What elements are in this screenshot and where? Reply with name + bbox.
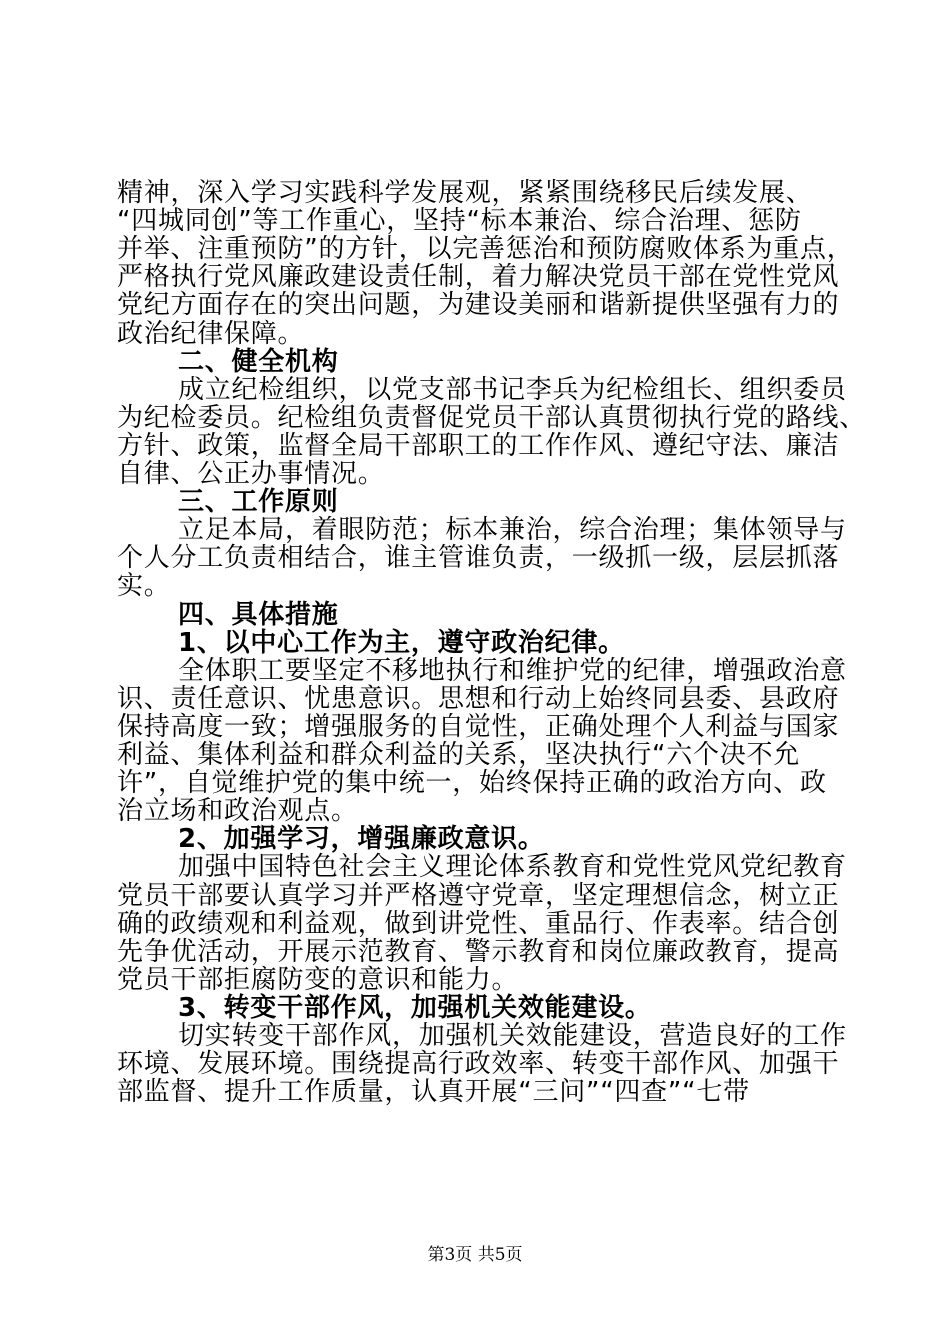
paragraph-line: 党员干部拒腐防变的意识和能力。 [117,964,519,995]
paragraph-line: 环境、发展环境。围绕提高行政效率、转变干部作风、加强干 [117,1049,840,1080]
paragraph-line: 先争优活动，开展示范教育、警示教育和岗位廉政教育，提高 [117,936,840,967]
paragraph-line: 个人分工负责相结合，谁主管谁负责，一级抓一级，层层抓落 [117,543,840,574]
paragraph-line: 识、责任意识、忧患意识。思想和行动上始终同县委、县政府 [117,683,840,714]
paragraph-line: 自律、公正办事情况。 [117,459,385,489]
subsection-heading: 1、以中心工作为主，遵守政治纪律。 [178,627,625,658]
paragraph-line: 立足本局，着眼防范；标本兼治，综合治理；集体领导与 [178,515,847,546]
section-heading: 三、工作原则 [178,487,339,518]
paragraph-line: 治立场和政治观点。 [117,796,358,827]
paragraph-line: 为纪检委员。纪检组负责督促党员干部认真贯彻执行党的路线、 [117,402,867,433]
paragraph-line: 成立纪检组织，以党支部书记李兵为纪检组长、组织委员 [178,374,847,405]
paragraph-line: 许”，自觉维护党的集中统一，始终保持正确的政治方向、政 [117,768,827,799]
paragraph-line: 部监督、提升工作质量，认真开展“三问”“四查”“七带 [117,1077,750,1108]
paragraph-line: 保持高度一致；增强服务的自觉性，正确处理个人利益与国家 [117,711,840,742]
paragraph-line: 确的政绩观和利益观，做到讲党性、重品行、作表率。结合创 [117,908,840,939]
paragraph-line: 加强中国特色社会主义理论体系教育和党性党风党纪教育 [178,852,847,883]
section-heading: 四、具体措施 [178,599,339,630]
paragraph-line: 切实转变干部作风，加强机关效能建设，营造良好的工作 [178,1021,847,1051]
paragraph-line: 实。 [117,571,171,602]
subsection-heading: 3、转变干部作风，加强机关效能建设。 [178,992,652,1023]
paragraph-line: 政治纪律保障。 [117,318,305,349]
subsection-heading: 2、加强学习，增强廉政意识。 [178,824,545,855]
paragraph-line: 全体职工要坚定不移地执行和维护党的纪律，增强政治意 [178,655,847,686]
paragraph-line: 精神，深入学习实践科学发展观，紧紧围绕移民后续发展、 [117,178,813,208]
paragraph-line: 方针、政策，监督全局干部职工的工作作风、遵纪守法、廉洁 [117,430,840,461]
paragraph-line: 党纪方面存在的突出问题，为建设美丽和谐新提供坚强有力的 [117,290,840,321]
section-heading: 二、健全机构 [178,346,339,377]
paragraph-line: “四城同创”等工作重心，坚持“标本兼治、综合治理、惩防 [117,206,802,237]
paragraph-line: 并举、注重预防”的方针，以完善惩治和预防腐败体系为重点， [117,234,854,265]
paragraph-line: 利益、集体利益和群众利益的关系，坚决执行“六个决不允 [117,740,800,770]
page-number-footer: 第3页 共5页 [427,1245,523,1265]
paragraph-line: 严格执行党风廉政建设责任制，着力解决党员干部在党性党风 [117,262,840,293]
paragraph-line: 党员干部要认真学习并严格遵守党章，坚定理想信念，树立正 [117,880,840,911]
